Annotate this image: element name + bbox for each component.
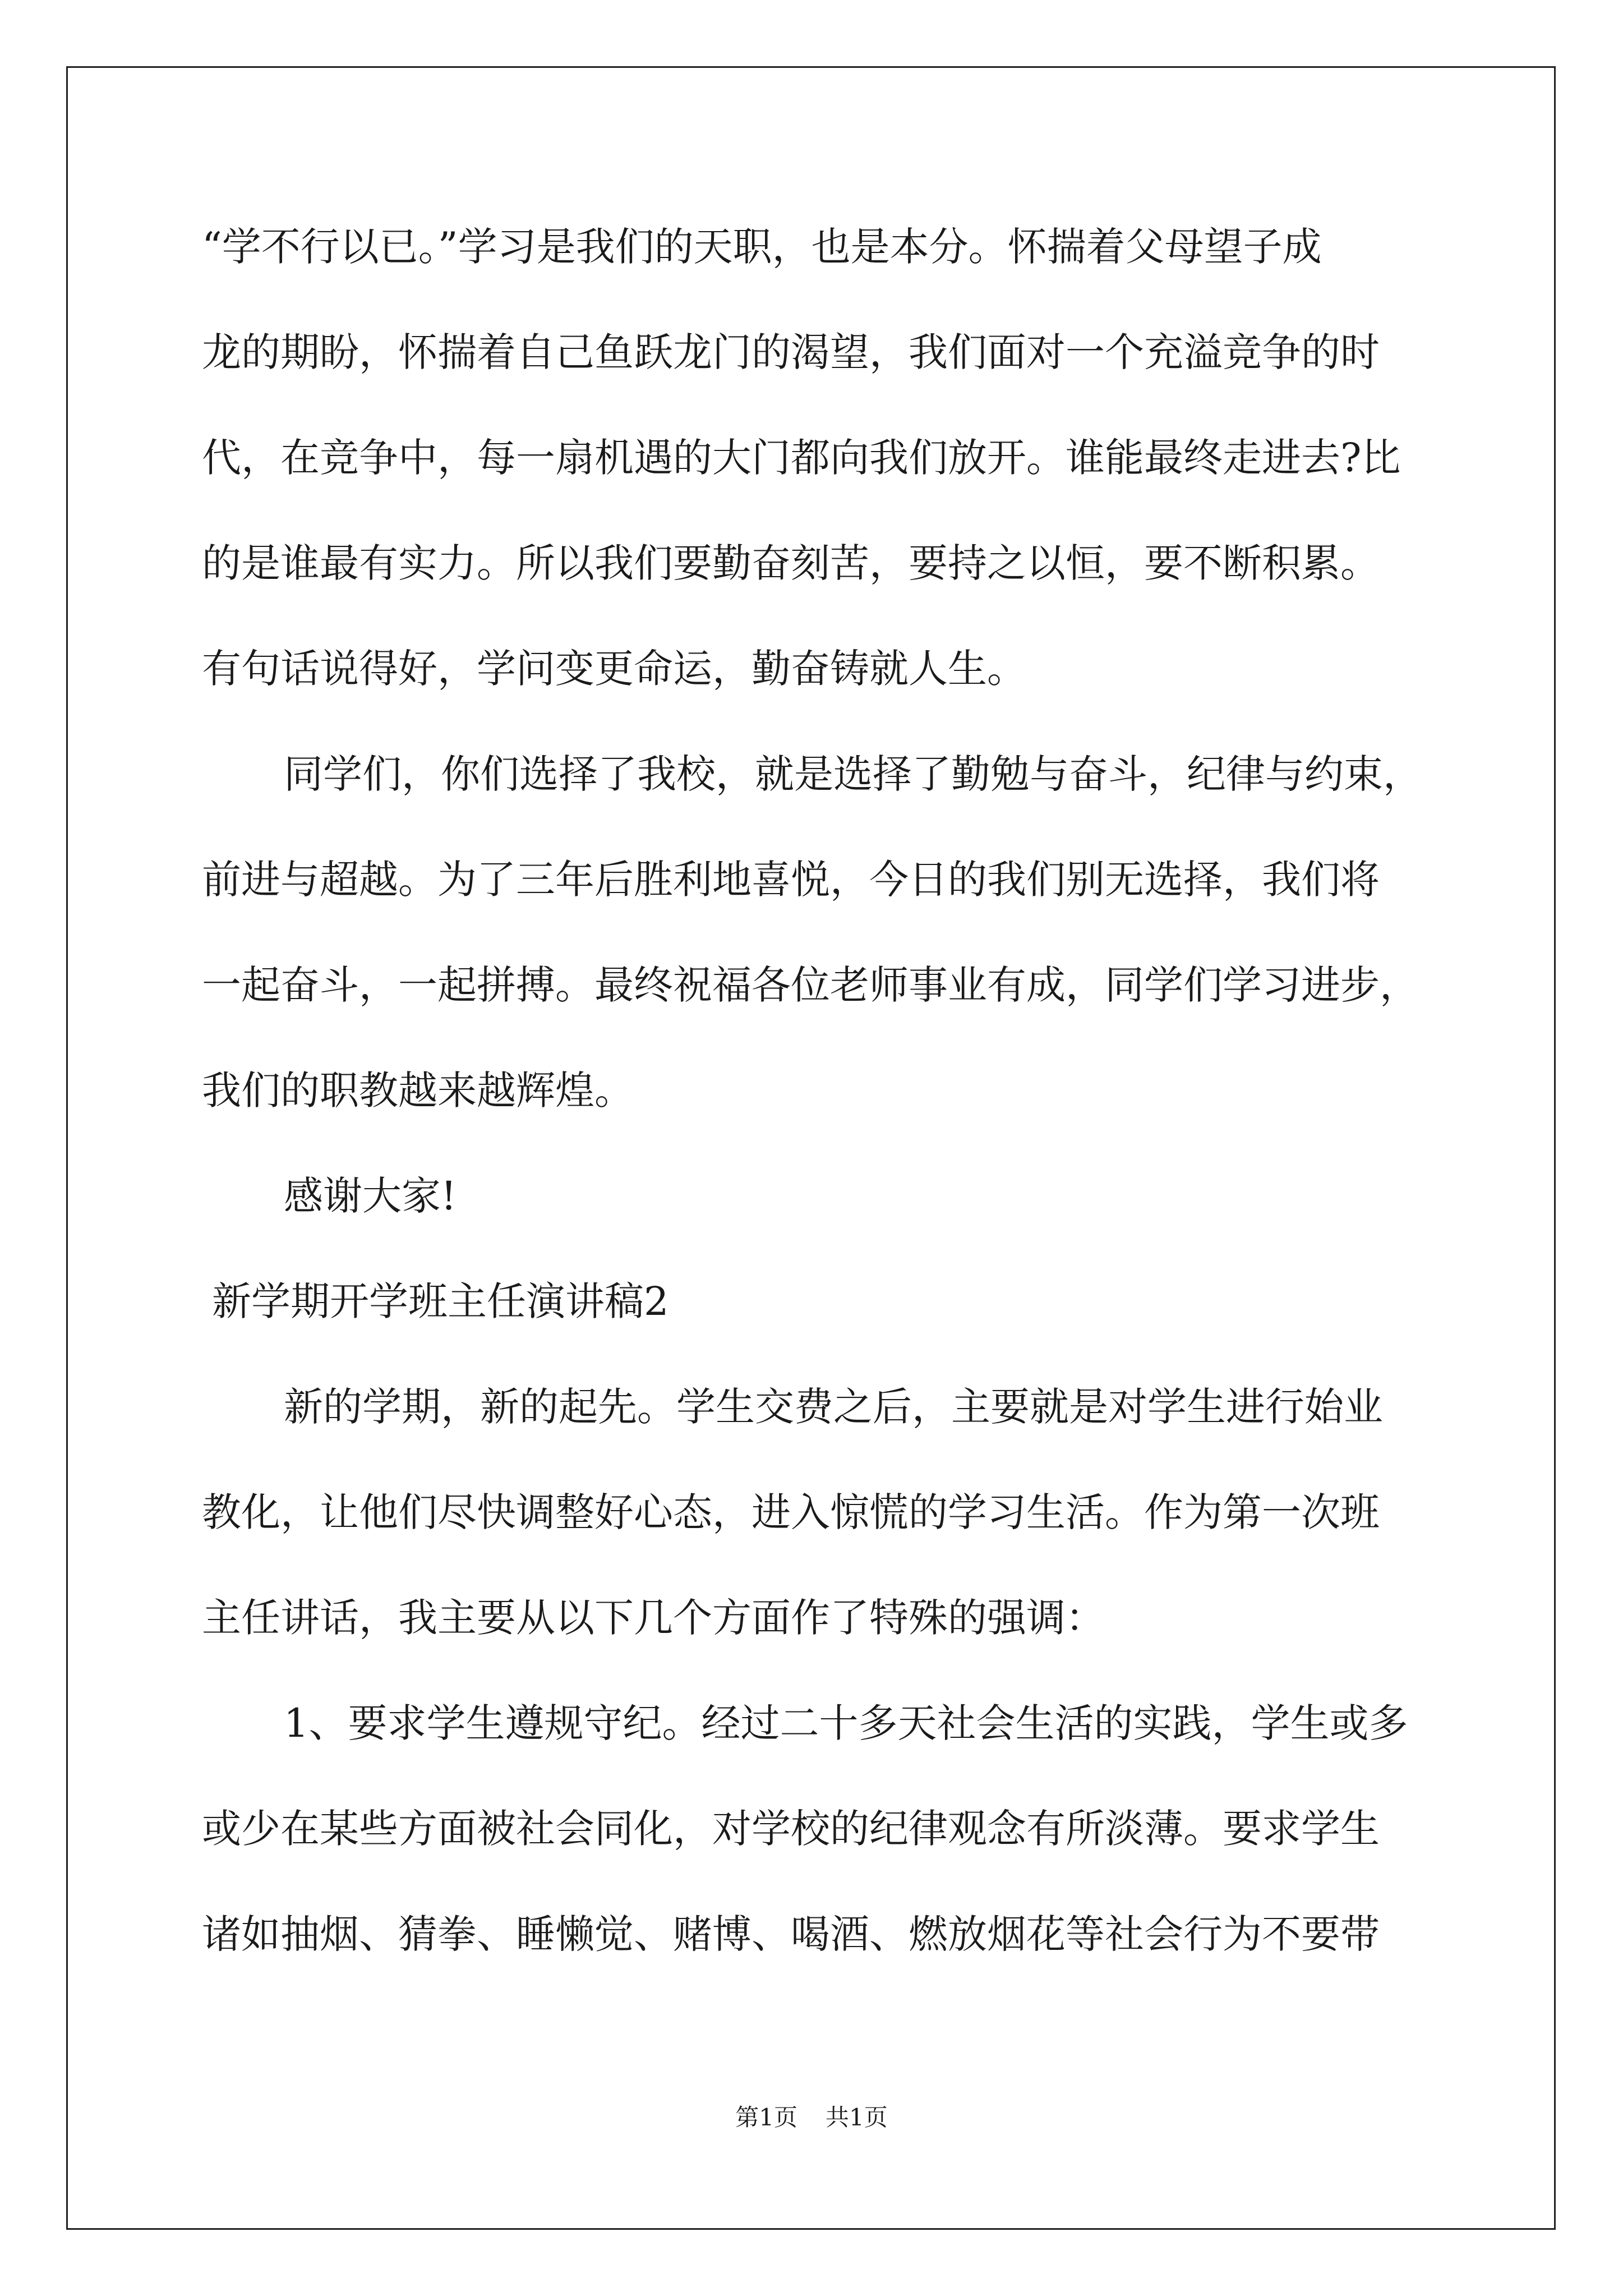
text-line-6: 同学们，你们选择了我校，就是选择了勤勉与奋斗，纪律与约束， xyxy=(284,751,1422,797)
page-number: 第1页 xyxy=(735,2104,797,2131)
document-body xyxy=(202,219,1424,2012)
text-line-13: 教化，让他们尽快调整好心态，进入惊慌的学习生活。作为第一次班 xyxy=(202,1489,1380,1535)
text-line-3: 代，在竞争中，每一扇机遇的大门都向我们放开。谁能最终走进去?比 xyxy=(202,435,1401,481)
page-footer xyxy=(0,2101,1623,2134)
text-line-7: 前进与超越。为了三年后胜利地喜悦，今日的我们别无选择，我们将 xyxy=(202,857,1380,903)
text-line-17: 诸如抽烟、猜拳、睡懒觉、赌博、喝酒、燃放烟花等社会行为不要带 xyxy=(202,1911,1380,1957)
text-line-9: 我们的职教越来越辉煌。 xyxy=(202,1068,634,1114)
text-line-14: 主任讲话，我主要从以下几个方面作了特殊的强调： xyxy=(202,1595,1105,1641)
text-line-16: 或少在某些方面被社会同化，对学校的纪律观念有所淡薄。要求学生 xyxy=(202,1806,1380,1852)
text-line-8: 一起奋斗，一起拼搏。最终祝福各位老师事业有成，同学们学习进步， xyxy=(202,962,1419,1008)
text-line-4: 的是谁最有实力。所以我们要勤奋刻苦，要持之以恒，要不断积累。 xyxy=(202,540,1380,586)
text-line-1: “学不行以已。”学习是我们的天职，也是本分。怀揣着父母望子成 xyxy=(202,224,1322,270)
text-line-12: 新的学期，新的起先。学生交费之后，主要就是对学生进行始业 xyxy=(284,1384,1383,1430)
text-line-15: 1、要求学生遵规守纪。经过二十多天社会生活的实践，学生或多 xyxy=(284,1700,1408,1746)
section-heading: 新学期开学班主任演讲稿2 xyxy=(212,1278,669,1324)
text-line-5: 有句话说得好，学问变更命运，勤奋铸就人生。 xyxy=(202,646,1026,692)
text-line-2: 龙的期盼，怀揣着自己鱼跃龙门的渴望，我们面对一个充溢竞争的时 xyxy=(202,329,1380,375)
text-line-10: 感谢大家! xyxy=(284,1173,457,1219)
page-total: 共1页 xyxy=(826,2104,888,2131)
